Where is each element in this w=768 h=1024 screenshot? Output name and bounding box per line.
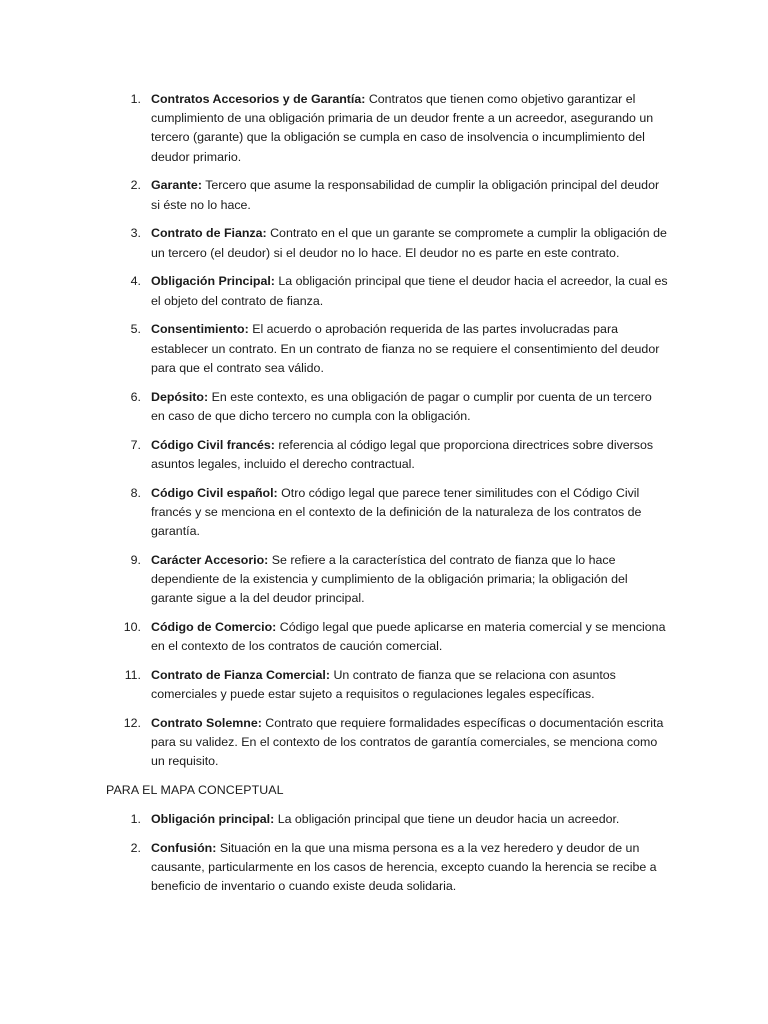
item-text: Código legal que puede aplicarse en materia comercial y se menciona en el contexto de los contratos de caución comercial. (151, 620, 666, 654)
item-term: Contratos Accesorios y de Garantía: (151, 92, 366, 106)
item-text: Se refiere a la característica del contrato de fianza que lo hace dependiente de la existencia y cumplimiento de la obligación primaria; la obligación del garante sigue a la del deudor principal. (151, 552, 628, 606)
item-term: Código Civil francés: (151, 437, 275, 452)
item-text: Otro código legal que parece tener similitudes con el Código Civil francés y se menciona en el contexto de la definición de la naturaleza de los contratos de garantía. (151, 485, 642, 539)
list-item (106, 436, 668, 474)
item-number: 12. (123, 716, 141, 731)
item-term: Contrato de Fianza Comercial: (151, 668, 331, 683)
item-term: Garante: (151, 178, 202, 193)
item-text: Contrato que requiere formalidades específicas o documentación escrita para su validez. En el contexto de los contratos de garantía comerciales, se menciona como un requisito. (151, 716, 664, 769)
list-item (106, 714, 668, 772)
list-item (106, 272, 668, 310)
item-number: 3. (130, 226, 141, 241)
item-term: Carácter Accesorio: (151, 552, 269, 567)
item-text: El acuerdo o aprobación requerida de las partes involucradas para establecer un contrato. En un contrato de fianza no se requiere el consentimiento del deudor para que el contrato sea válido. (151, 322, 660, 375)
concept-map-list (106, 810, 668, 896)
item-number: 9. (130, 552, 141, 567)
item-number: 1. (130, 92, 141, 106)
item-text: La obligación principal que tiene un deudor hacia un acreedor. (277, 812, 620, 827)
item-term: Depósito: (151, 389, 209, 404)
item-text: La obligación principal que tiene el deudor hacia el acreedor, la cual es el objeto del contrato de fianza. (151, 274, 668, 308)
item-term: Código Civil español: (151, 485, 278, 500)
item-number: 2. (130, 178, 141, 193)
list-item (106, 666, 668, 704)
list-item (106, 618, 668, 656)
item-number: 7. (130, 437, 141, 452)
list-item (106, 388, 668, 426)
definitions-list (106, 90, 668, 772)
item-text: Situación en la que una misma persona es a la vez heredero y deudor de un causante, particularmente en los casos de herencia, excepto cuando la herencia se recibe a beneficio de inventario o cuando existe deuda solidaria. (151, 840, 657, 894)
item-term: Obligación Principal: (151, 274, 275, 289)
item-text: Tercero que asume la responsabilidad de cumplir la obligación principal del deudor si éste no lo hace. (151, 178, 660, 212)
item-number: 8. (130, 485, 141, 500)
list-item (106, 551, 668, 609)
item-number: 1. (130, 812, 141, 827)
item-term: Confusión: (151, 840, 217, 855)
item-number: 11. (124, 668, 141, 683)
item-term: Contrato de Fianza: (151, 226, 267, 241)
item-number: 2. (130, 840, 141, 855)
list-item (106, 320, 668, 378)
item-text: Contrato en el que un garante se compromete a cumplir la obligación de un tercero (el deudor) si el deudor no lo hace. El deudor no es parte en este contrato. (151, 226, 667, 260)
list-item (106, 224, 668, 262)
item-text: referencia al código legal que proporciona directrices sobre diversos asuntos legales, incluido el derecho contractual. (151, 437, 654, 471)
item-term: Obligación principal: (151, 812, 275, 827)
item-number: 5. (130, 322, 141, 337)
item-term: Código de Comercio: (151, 620, 277, 635)
item-text: Un contrato de fianza que se relaciona con asuntos comerciales y puede estar sujeto a requisitos o regulaciones legales específicas. (151, 668, 616, 702)
list-item (106, 839, 668, 897)
section-heading: PARA EL MAPA CONCEPTUAL (106, 783, 284, 798)
item-text: En este contexto, es una obligación de pagar o cumplir por cuenta de un tercero en caso de que dicho tercero no cumpla con la obligación. (151, 389, 652, 423)
item-term: Contrato Solemne: (151, 716, 262, 731)
list-item (106, 176, 668, 214)
item-text: Contratos que tienen como objetivo garantizar el cumplimiento de una obligación primaria de un deudor frente a un acreedor, asegurando un tercero (garante) que la obligación se cumpla en caso de insolvencia o incumplimiento del deudor primario. (151, 92, 654, 164)
list-item (106, 90, 668, 167)
item-number: 10. (123, 620, 141, 635)
list-item (106, 810, 668, 829)
item-number: 4. (130, 274, 141, 289)
item-term: Consentimiento: (151, 322, 249, 337)
list-item (106, 484, 668, 542)
item-number: 6. (130, 389, 141, 404)
